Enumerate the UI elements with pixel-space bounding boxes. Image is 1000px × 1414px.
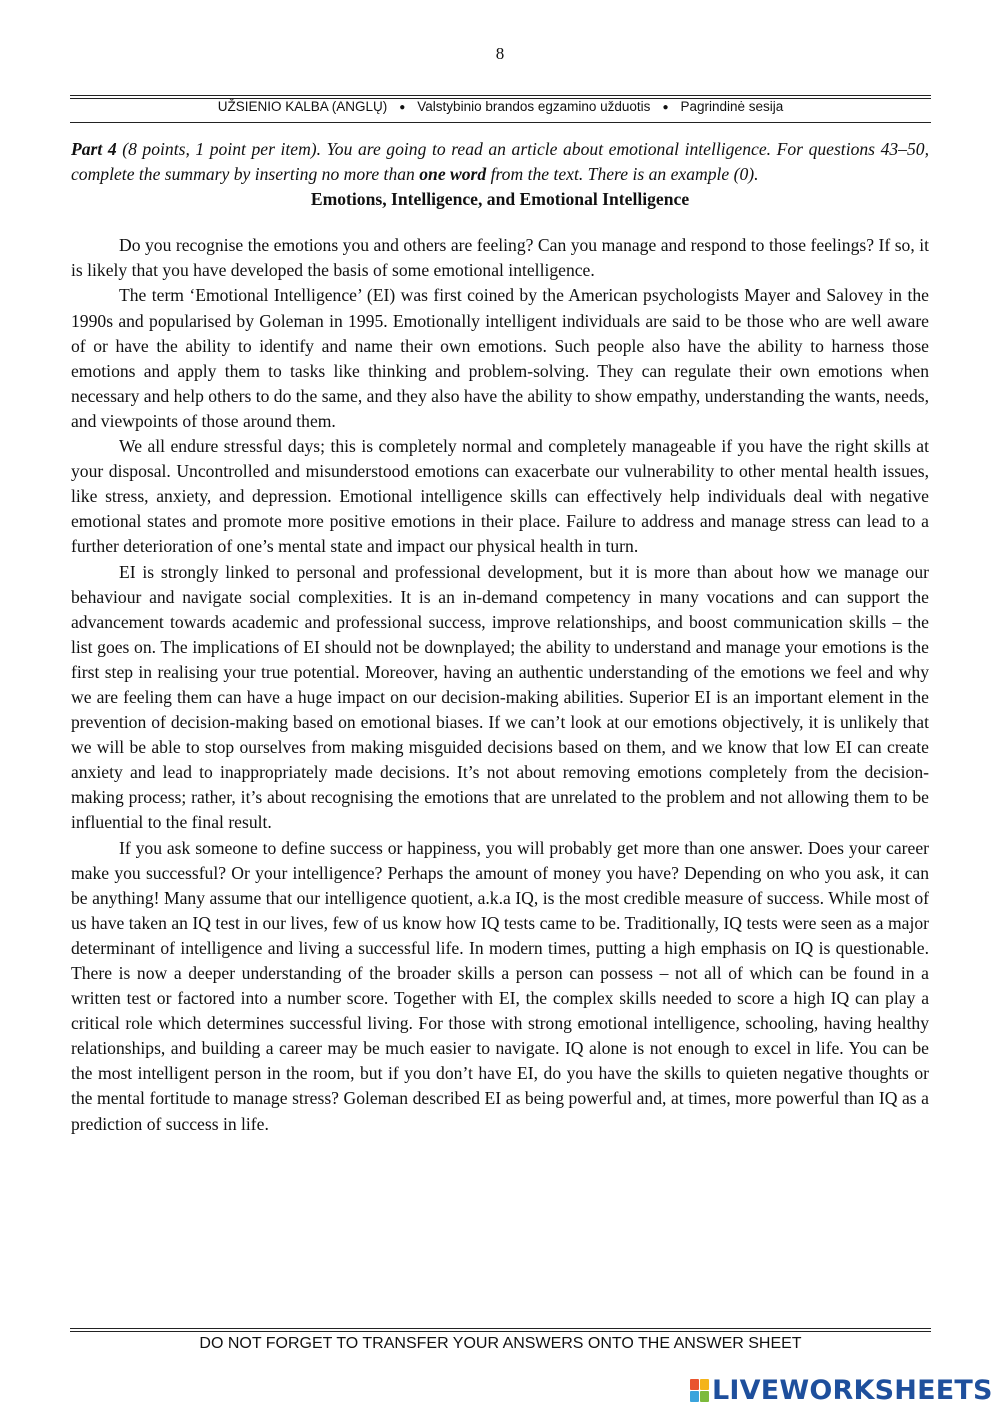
page-number: 8 [495, 44, 505, 63]
instructions-text-start: (8 points, 1 point per item). You are going to read an article about emotional intelligence. For questions 43–50, complete the summary by inserting no more than [71, 139, 929, 185]
badge-square [690, 1379, 699, 1390]
badge-square [690, 1391, 699, 1402]
header-rule-under [70, 122, 931, 123]
liveworksheets-badge-icon [690, 1379, 709, 1402]
liveworksheets-logo [690, 1372, 993, 1408]
instructions-emphasis: one word [419, 164, 487, 185]
badge-square [700, 1379, 709, 1390]
article-title: Emotions, Intelligence, and Emotional Intelligence [310, 189, 690, 210]
article-paragraph-5: If you ask someone to define success or happiness, you will probably get more than one answer. Does your career make you successful? Or your intelligence? Perhaps the amount of money you have? Depending on who you ask, it can be anything! Many assume that our intelligence quotient, a.k.a IQ, is the most credible measure of success. While most of us have taken an IQ test in our lives, few of us know how IQ tests came to be. Traditionally, IQ tests were seen as a major determinant of intelligence and living a successful life. In modern times, putting a high emphasis on IQ is questionable. There is now a deeper understanding of the broader skills a person can possess – not all of which can be found in a written test or factored into a number score. Together with EI, the complex skills needed to score a high IQ can play a critical role which determines successful living. For those with strong emotional intelligence, schooling, having healthy relationships, and building a career may be much easier to navigate. IQ alone is not enough to excel in life. You can be the most intelligent person in the room, but if you don’t have EI, do you have the skills to quieten negative thoughts or the mental fortitude to manage stress? Goleman described EI as being powerful and, at times, more powerful than IQ as a prediction of success in life. [71, 837, 929, 1134]
article-paragraph-2: The term ‘Emotional Intelligence’ (EI) was first coined by the American psychologists Mayer and Salovey in the 1990s and popularised by Goleman in 1995. Emotionally intelligent individuals are said to be those who are well aware of or have the ability to identify and name their own emotions. Such people also have the ability to harness those emotions and apply them to tasks like thinking and problem-solving. They can regulate their own emotions when necessary and help others to do the same, and they also have the ability to show empathy, understanding the wants, needs, and viewpoints of those around them. [71, 285, 929, 431]
task-instructions [71, 137, 929, 187]
liveworksheets-wordmark: LIVEWORKSHEETS [712, 1374, 993, 1406]
header-rule-top [70, 95, 931, 96]
document-body [71, 137, 929, 1137]
exam-header [70, 99, 931, 114]
header-exam-type: Valstybinio brandos egzamino užduotis [417, 99, 651, 114]
article-paragraph-4: EI is strongly linked to personal and professional development, but it is more than about how we manage our behaviour and navigate social complexities. It is an in-demand competency in many vocations and can support the advancement towards academic and professional success, improve relationships, and boost communication skills – the list goes on. The implications of EI should not be downplayed; the ability to understand and manage your emotions is the first step in realising your true potential. Moreover, having an authentic understanding of the emotions we feel and why we are feeling them can have a huge impact on our decision-making abilities. Superior EI is an important element in the prevention of decision-making based on emotional biases. If we can’t look at our emotions objectively, it is unlikely that we will be able to stop ourselves from making misguided decisions based on them, and we know that low EI can create anxiety and lead to inappropriately made decisions. It’s not about removing emotions completely from the decision-making process; rather, it’s about recognising the emotions that are unrelated to the problem and not allowing them to be influential to the final result. [71, 561, 929, 833]
article-paragraph-1: Do you recognise the emotions you and others are feeling? Can you manage and respond to those feelings? If so, it is likely that you have developed the basis of some emotional intelligence. [71, 235, 929, 281]
footer-rule-top [70, 1328, 931, 1329]
part-label: Part 4 [71, 139, 117, 159]
instructions-text-end: from the text. There is an example (0). [486, 164, 759, 185]
header-session: Pagrindinė sesija [680, 99, 784, 114]
badge-square [700, 1391, 709, 1402]
header-bullet-icon: ● [662, 102, 669, 113]
footer-rule-bottom [70, 1331, 931, 1332]
header-bullet-icon: ● [399, 102, 406, 113]
article-paragraph-3: We all endure stressful days; this is completely normal and completely manageable if you have the right skills at your disposal. Uncontrolled and misunderstood emotions can exacerbate our vulnerability to other mental health issues, like stress, anxiety, and depression. Emotional intelligence skills can effectively help individuals deal with negative emotional states and promote more positive emotions in their place. Failure to address and manage stress can lead to a further deterioration of one’s mental state and impact our physical health in turn. [71, 436, 929, 557]
header-subject: UŽSIENIO KALBA (ANGLŲ) [217, 99, 388, 114]
footer-notice: DO NOT FORGET TO TRANSFER YOUR ANSWERS ONTO THE ANSWER SHEET [199, 1335, 802, 1352]
